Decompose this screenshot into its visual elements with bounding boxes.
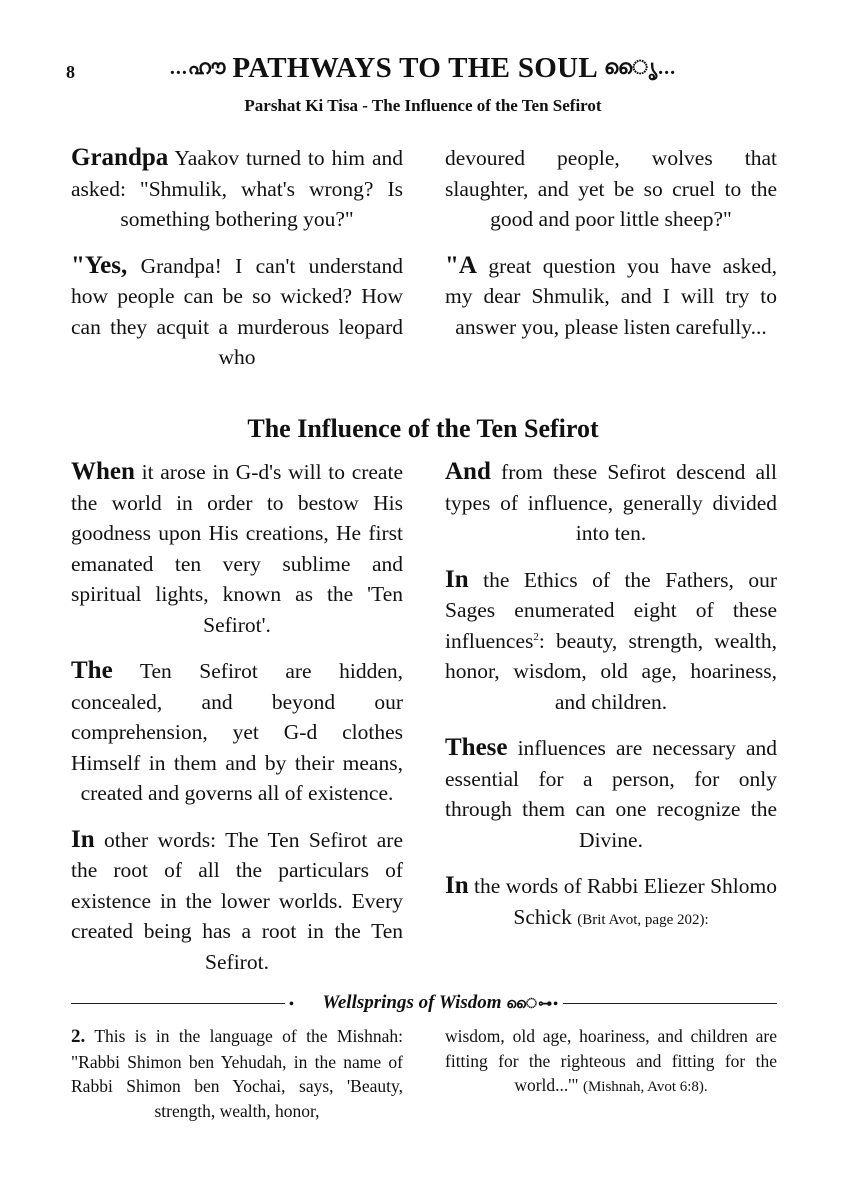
paragraph-text: influences are necessary and essential for a person, for only through them can one recognize the Divine. <box>445 736 777 852</box>
paragraph <box>71 656 403 809</box>
lead-word: In <box>445 565 469 593</box>
footnote-text: wisdom, old age, hoariness, and children are fitting for the righteous and fitting for the world...'" <box>445 1026 777 1096</box>
divider-line <box>563 1003 777 1004</box>
main-section <box>71 457 777 993</box>
footnote-text: This is in the language of the Mishnah: "Rabbi Shimon ben Yehudah, in the name of Rabbi Shimon ben Yochai, says, 'Beauty, strength, wealth, honor, <box>71 1026 403 1121</box>
paragraph-text: : beauty, strength, wealth, honor, wisdom, old age, hoariness, and children. <box>445 628 777 714</box>
paragraph-text: Yaakov turned to him and asked: "Shmulik, what's wrong? Is something bothering you?" <box>71 146 403 231</box>
lead-word: Grandpa <box>71 144 169 171</box>
paragraph <box>445 871 777 935</box>
footnote <box>71 1024 403 1123</box>
paragraph-text: Grandpa! I can't understand how people can be so wicked? How can they acquit a murderous leopard who <box>71 253 403 369</box>
lead-word: "Yes, <box>71 251 128 279</box>
footnote-right-column <box>445 1024 777 1123</box>
ornament-left-icon: ...ഹൗ <box>169 57 227 79</box>
lead-word: In <box>445 872 469 899</box>
top-section <box>71 143 777 389</box>
paragraph-text: great question you have asked, my dear Shmulik, and I will try to answer you, please listen carefully... <box>445 253 777 339</box>
paragraph-text: Ten Sefirot are hidden, concealed, and beyond our comprehension, yet G-d clothes Himself in them and by their means, created and governs all of existence. <box>71 659 403 805</box>
paragraph <box>71 251 403 373</box>
paragraph-text: the Ethics of the Fathers, our Sages enumerated eight of these influences <box>445 567 777 653</box>
divider-text: Wellsprings of Wisdom <box>322 992 502 1013</box>
lead-word: These <box>445 734 508 761</box>
footnote-continued <box>445 1024 777 1100</box>
footnote-left-column <box>71 1024 403 1123</box>
footnote-divider <box>71 990 777 1016</box>
lead-word: The <box>71 657 113 684</box>
citation: (Brit Avot, page 202): <box>577 911 709 928</box>
paragraph <box>71 825 403 978</box>
paragraph-text: other words: The Ten Sefirot are the root of all the particulars of existence in the lower worlds. Every created being has a root in the Ten Sefirot. <box>71 827 403 974</box>
top-left-column <box>71 143 403 389</box>
main-left-column <box>71 457 403 993</box>
paragraph <box>71 143 403 235</box>
divider-line <box>71 1003 285 1004</box>
page-number: 8 <box>66 62 75 82</box>
paragraph <box>71 457 403 640</box>
footnotes <box>71 1024 777 1123</box>
lead-word: And <box>445 458 491 485</box>
paragraph-text: from these Sefirot descend all types of influence, generally divided into ten. <box>445 460 777 545</box>
paragraph <box>445 565 777 718</box>
divider-ornament-left-icon: •⊷ൗ <box>288 997 318 1012</box>
paragraph-text: devoured people, wolves that slaughter, and yet be so cruel to the good and poor little sheep?" <box>445 146 777 231</box>
ornament-right-icon: ൈൃ... <box>604 57 677 79</box>
lead-word: When <box>71 458 135 485</box>
lead-word: In <box>71 825 95 853</box>
paragraph <box>445 143 777 235</box>
section-heading: The Influence of the Ten Sefirot <box>247 414 599 443</box>
chapter-subtitle: Parshat Ki Tisa - The Influence of the Ten Sefirot <box>244 96 602 115</box>
paragraph <box>445 733 777 855</box>
running-title <box>0 52 846 85</box>
paragraph <box>445 251 777 343</box>
paragraph-text: it arose in G-d's will to create the world in order to bestow His goodness upon His creations, He first emanated ten very sublime and spiritual lights, known as the 'Ten Sefirot'. <box>71 460 403 637</box>
main-right-column <box>445 457 777 993</box>
book-title: PATHWAYS TO THE SOUL <box>232 52 598 84</box>
footnote-citation: (Mishnah, Avot 6:8). <box>582 1079 708 1096</box>
footnote-number: 2. <box>71 1026 86 1047</box>
paragraph-text: the words of Rabbi Eliezer Shlomo Schick <box>468 874 777 929</box>
lead-word: "A <box>445 251 477 279</box>
divider-ornament-right-icon: ൈ⊶• <box>506 997 560 1012</box>
footnote-reference: 2 <box>533 630 539 643</box>
divider-label <box>285 992 563 1014</box>
paragraph <box>445 457 777 549</box>
top-right-column <box>445 143 777 389</box>
